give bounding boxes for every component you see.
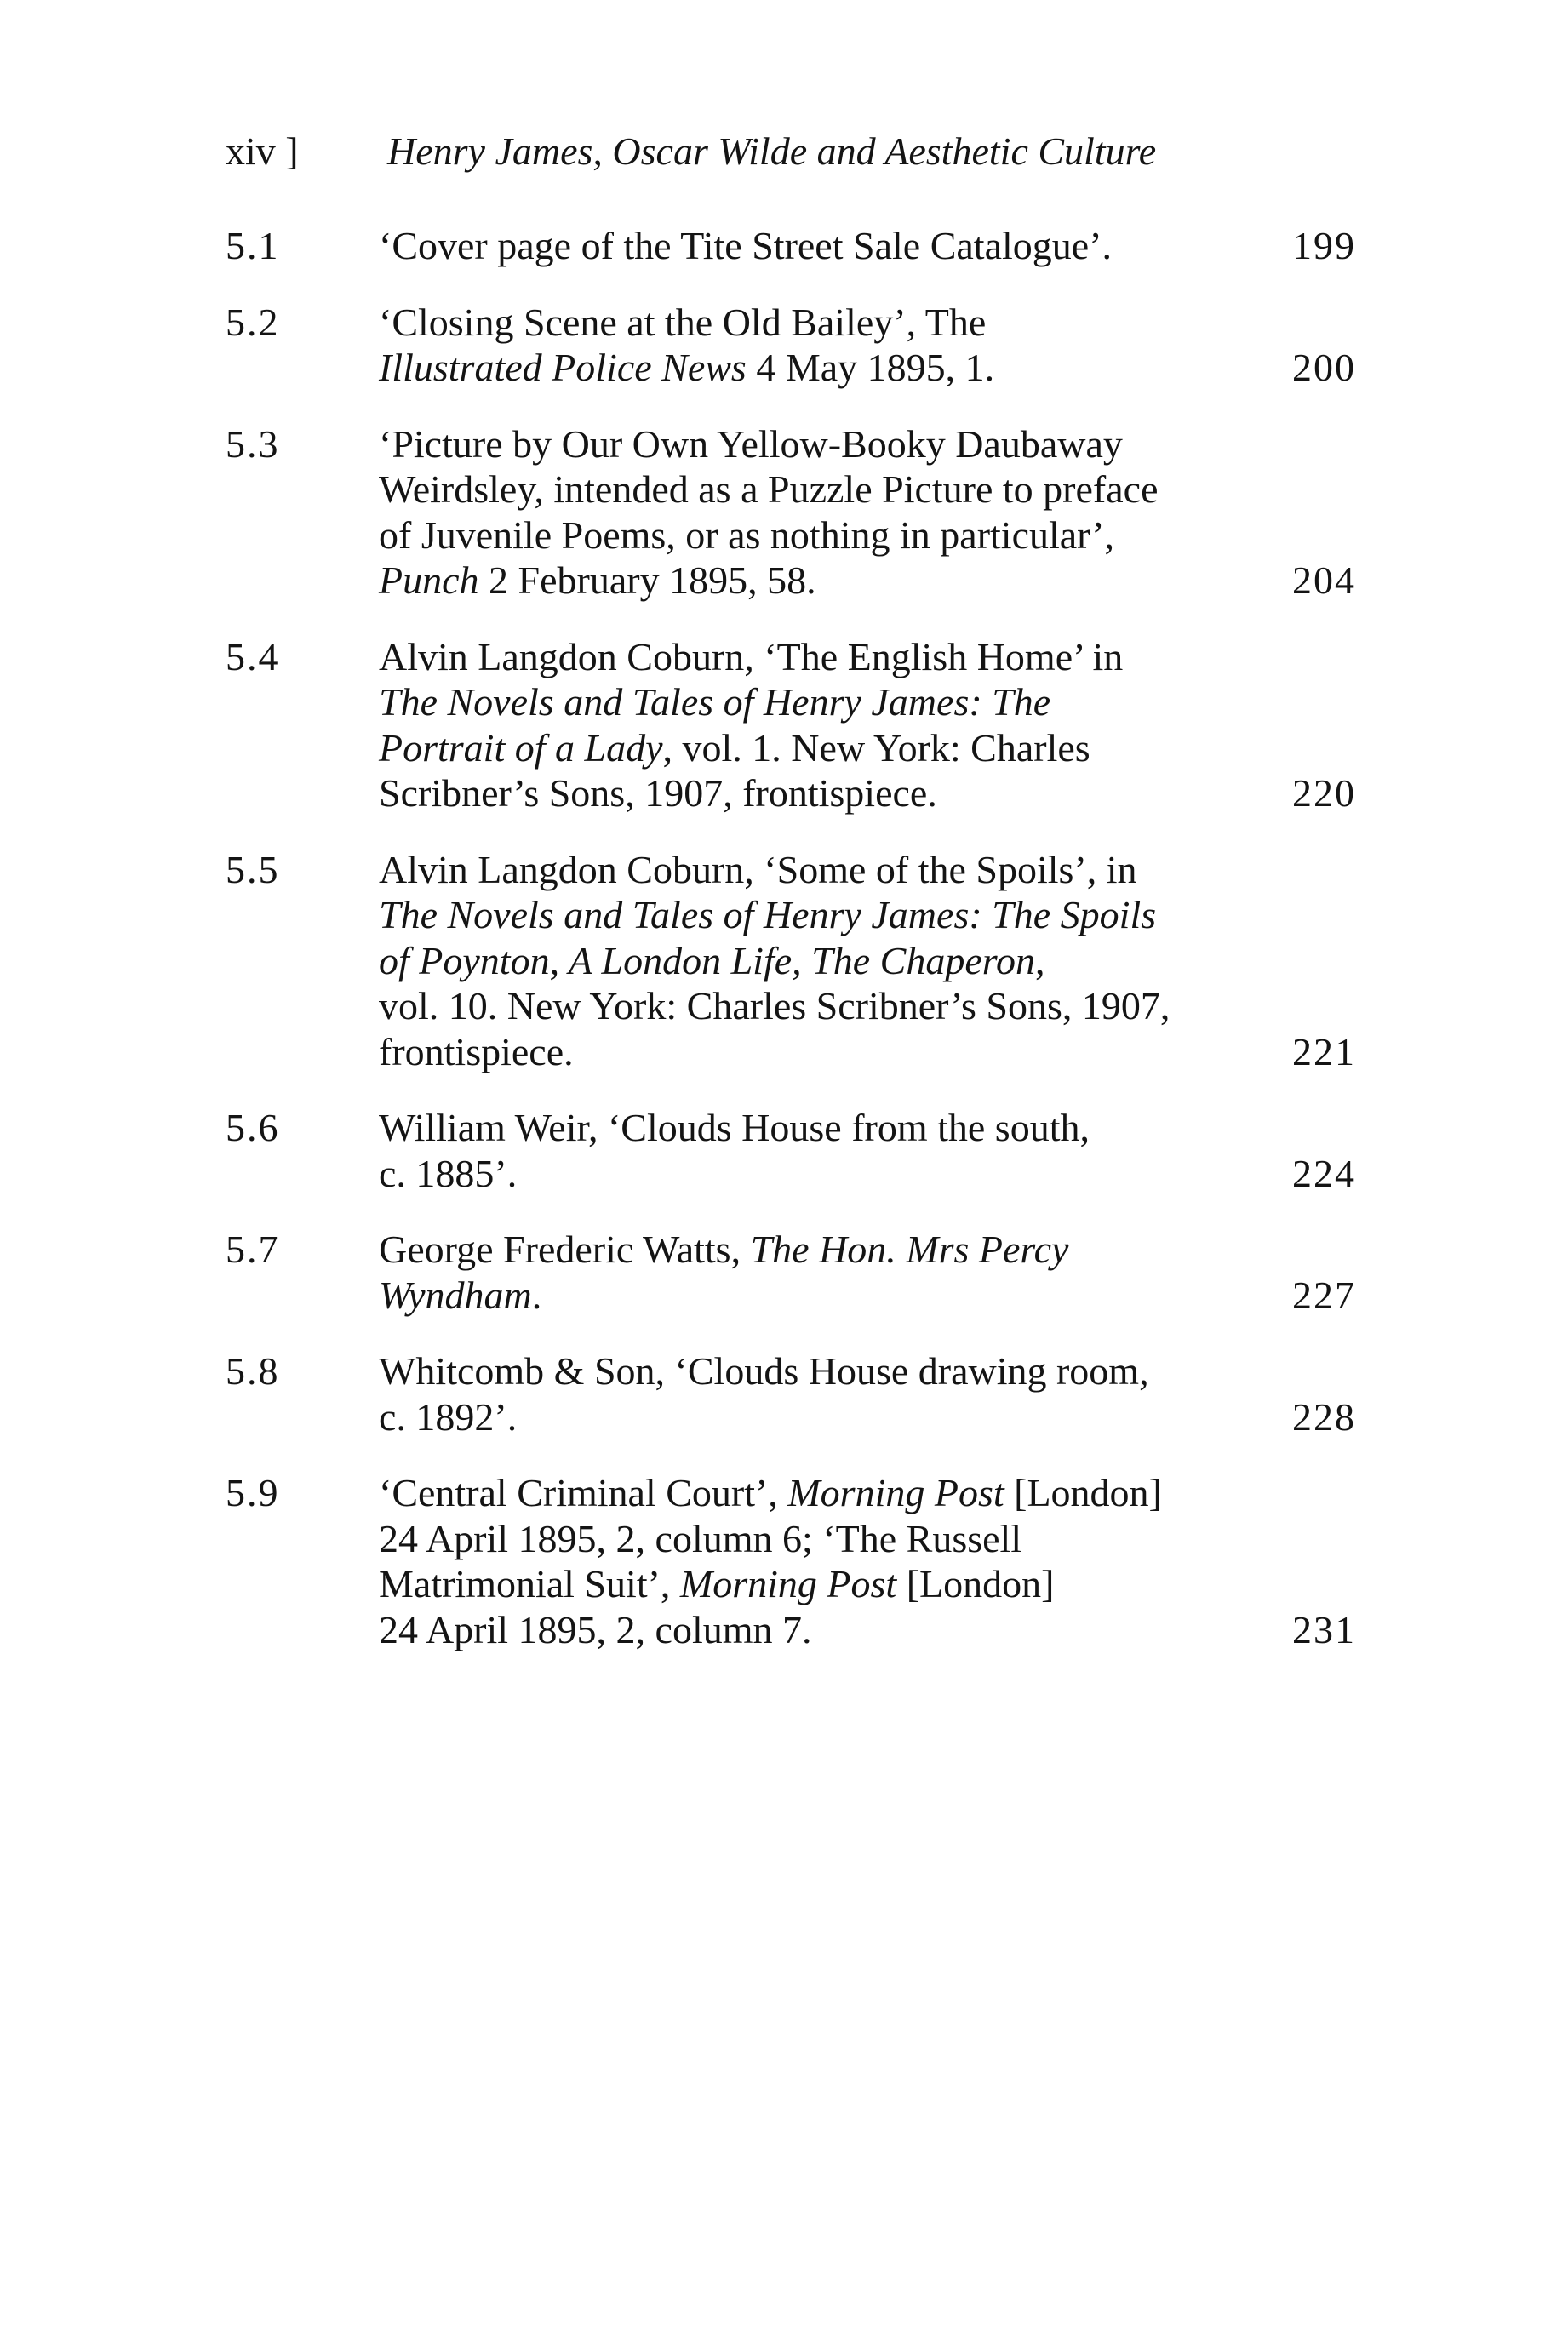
caption-text: [London] [896, 1562, 1055, 1605]
figure-number: 5.3 [226, 421, 280, 466]
caption [379, 1348, 1230, 1439]
figure-number: 5.6 [226, 1106, 280, 1149]
caption-text: frontispiece. [379, 1029, 574, 1073]
caption-line [379, 1516, 1230, 1562]
book-title: Henry James, Oscar Wilde and Aesthetic Culture [387, 129, 1157, 173]
list-item [226, 1105, 1366, 1196]
page-number: 204 [1292, 558, 1356, 602]
caption [379, 634, 1230, 816]
caption-text: ‘Picture by Our Own Yellow-Booky Daubaway [379, 421, 1123, 466]
list-item [226, 847, 1366, 1075]
caption-line [379, 1029, 1230, 1075]
page-number: 231 [1292, 1607, 1356, 1651]
caption-line [379, 223, 1230, 269]
italic-title: Portrait of a Lady [379, 725, 663, 770]
italic-title: Morning Post [787, 1471, 1004, 1514]
list-item [226, 223, 1366, 269]
caption [379, 223, 1230, 269]
caption [379, 847, 1230, 1075]
caption-line [379, 1607, 1230, 1653]
caption-text: Scribner’s Sons, 1907, frontispiece. [379, 771, 937, 815]
caption [379, 1105, 1230, 1196]
caption-text: ‘Cover page of the Tite Street Sale Catalogue’. [379, 224, 1113, 267]
caption-line [379, 983, 1230, 1029]
caption-text: 2 February 1895, 58. [478, 558, 816, 602]
caption-line [379, 679, 1230, 725]
caption-line [379, 1470, 1230, 1516]
caption-text: [London] [1004, 1471, 1162, 1514]
italic-title: The Hon. Mrs Percy [750, 1228, 1069, 1271]
caption-line [379, 892, 1230, 938]
caption-text: Alvin Langdon Coburn, ‘Some of the Spoils’, in [379, 847, 1137, 891]
list-of-illustrations [226, 223, 1366, 1683]
figure-number: 5.9 [226, 1471, 280, 1514]
caption-text: George Frederic Watts, [379, 1228, 751, 1271]
list-item [226, 421, 1366, 604]
caption-line [379, 634, 1230, 680]
caption-text: Weirdsley, intended as a Puzzle Picture to preface [379, 467, 1159, 511]
caption-line [379, 512, 1230, 558]
caption-line [379, 466, 1230, 512]
page-number: 220 [1292, 771, 1356, 815]
caption-line [379, 1151, 1230, 1197]
caption-line [379, 1273, 1230, 1319]
page-number: 227 [1292, 1273, 1356, 1317]
caption-line [379, 300, 1230, 346]
list-item [226, 1470, 1366, 1652]
italic-title: The Novels and Tales of Henry James: The [379, 680, 1051, 724]
caption-line [379, 847, 1230, 893]
caption-line [379, 558, 1230, 604]
caption-text: William Weir, ‘Clouds House from the south, [379, 1106, 1090, 1149]
caption-text: Whitcomb & Son, ‘Clouds House drawing room, [379, 1349, 1149, 1393]
page-number: 199 [1292, 224, 1356, 267]
caption-text: Matrimonial Suit’, [379, 1562, 680, 1605]
figure-number: 5.5 [226, 847, 280, 891]
caption-line [379, 725, 1230, 771]
figure-number: 5.7 [226, 1228, 280, 1271]
figure-number: 5.1 [226, 224, 280, 267]
caption-text: c. 1892’. [379, 1394, 518, 1439]
italic-title: Punch [379, 558, 479, 602]
italic-title: The Novels and Tales of Henry James: The Spoils [379, 893, 1157, 936]
figure-number: 5.4 [226, 634, 280, 678]
caption-line [379, 1105, 1230, 1151]
italic-title: Morning Post [679, 1562, 897, 1605]
caption-line [379, 1561, 1230, 1607]
caption-line [379, 1227, 1230, 1273]
caption [379, 300, 1230, 391]
caption-text: , vol. 1. New York: Charles [662, 725, 1090, 770]
list-item [226, 1227, 1366, 1318]
caption-text: 24 April 1895, 2, column 7. [379, 1607, 812, 1651]
figure-number: 5.2 [226, 300, 280, 344]
caption-text: c. 1885’. [379, 1151, 518, 1195]
caption-line [379, 421, 1230, 467]
caption [379, 1227, 1230, 1318]
page-number: 200 [1292, 346, 1356, 389]
caption-line [379, 1348, 1230, 1394]
list-item [226, 1348, 1366, 1439]
italic-title: Wyndham [379, 1273, 532, 1317]
list-item [226, 634, 1366, 816]
page-number: 221 [1292, 1029, 1356, 1073]
page-number: 228 [1292, 1394, 1356, 1439]
folio: xiv ] [226, 129, 299, 173]
caption-text: vol. 10. New York: Charles Scribner’s Sons, 1907, [379, 984, 1170, 1027]
caption-text: ‘Central Criminal Court’, [379, 1471, 788, 1514]
caption-text: 4 May 1895, 1. [746, 346, 995, 389]
list-item [226, 300, 1366, 391]
caption-line [379, 1394, 1230, 1440]
caption-line [379, 770, 1230, 816]
caption-text: of Juvenile Poems, or as nothing in particular’, [379, 512, 1115, 557]
caption-text: Alvin Langdon Coburn, ‘The English Home’ in [379, 634, 1124, 678]
caption-line [379, 345, 1230, 391]
italic-title: Illustrated Police News [379, 346, 747, 389]
italic-title: of Poynton, A London Life, The Chaperon [379, 938, 1035, 982]
running-head [226, 126, 1366, 177]
caption-text: ‘Closing Scene at the Old Bailey’, The [379, 300, 987, 344]
caption-text: 24 April 1895, 2, column 6; ‘The Russell [379, 1516, 1022, 1560]
caption-text: , [1034, 938, 1045, 982]
caption-line [379, 938, 1230, 984]
page-number: 224 [1292, 1151, 1356, 1195]
figure-number: 5.8 [226, 1349, 280, 1393]
caption [379, 1470, 1230, 1652]
caption-text: . [531, 1273, 542, 1317]
caption [379, 421, 1230, 604]
